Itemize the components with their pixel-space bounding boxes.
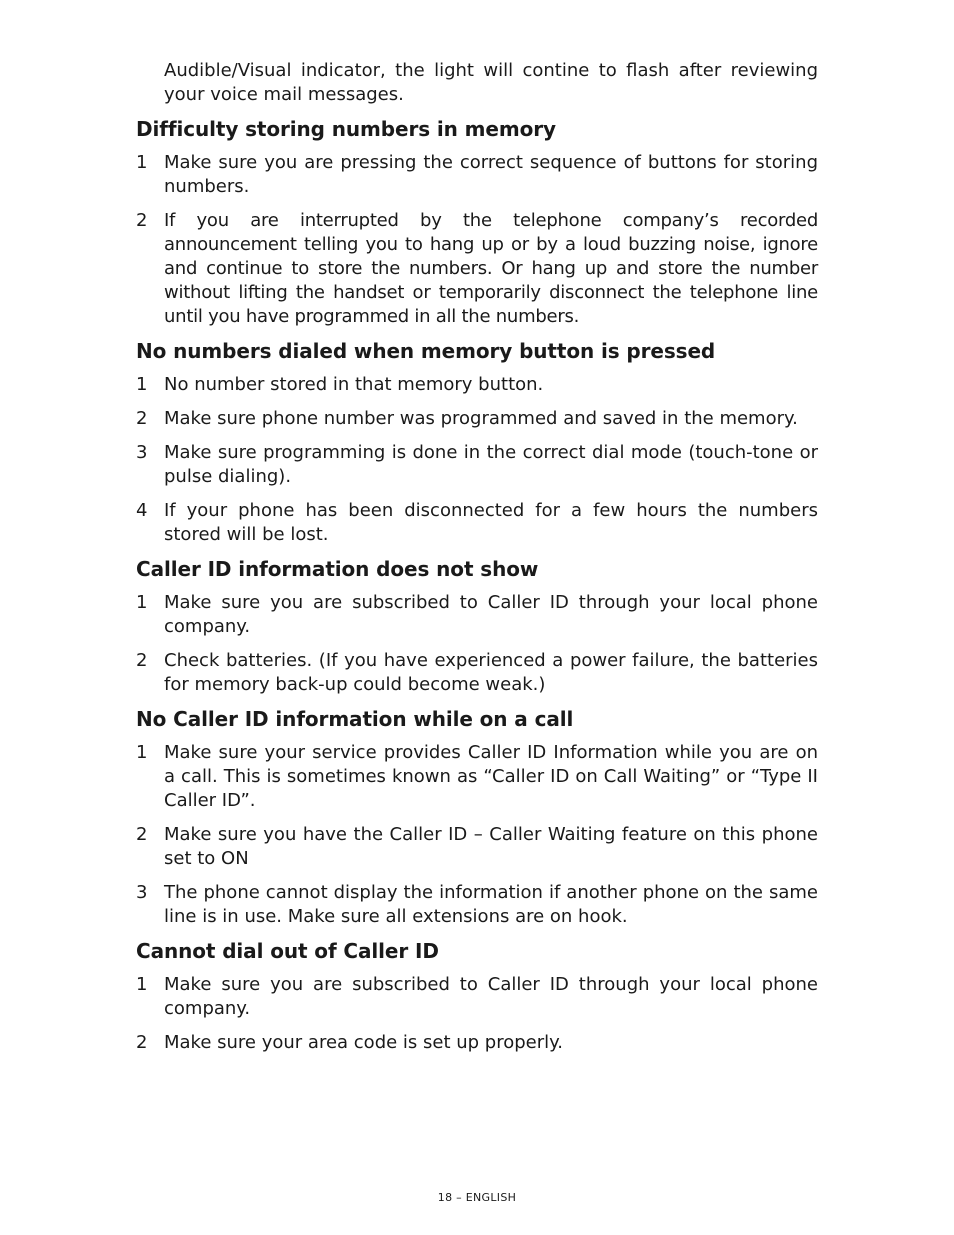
item-text: Make sure phone number was programmed and saved in the memory. [164, 408, 798, 429]
item-number: 2 [136, 210, 148, 231]
list-item [136, 973, 818, 1021]
item-text: Make sure you are subscribed to Caller ID through your local phone company. [164, 592, 818, 637]
item-text: Make sure you are subscribed to Caller ID through your local phone company. [164, 974, 818, 1019]
section-heading: Difficulty storing numbers in memory [136, 117, 556, 141]
section-no-numbers-dialed [136, 339, 818, 547]
section-heading: No numbers dialed when memory button is pressed [136, 339, 716, 363]
item-number: 1 [136, 742, 148, 763]
item-text: If your phone has been disconnected for a few hours the numbers stored will be lost. [164, 500, 818, 545]
item-number: 1 [136, 374, 148, 395]
list-item [136, 1031, 818, 1055]
item-number: 4 [136, 500, 148, 521]
list-item [136, 151, 818, 199]
item-number: 1 [136, 152, 148, 173]
item-text: If you are interrupted by the telephone company’s recorded announcement telling you to hang up or by a loud buzzing noise, ignore and continue to store the numbers. Or hang up and store the number without lifting the handset or temporarily disconnect the telephone line until you have programmed in all the numbers. [164, 210, 818, 327]
item-text: Make sure your service provides Caller ID Information while you are on a call. This is sometimes known as “Caller ID on Call Waiting” or “Type II Caller ID”. [164, 742, 818, 811]
list-item [136, 649, 818, 697]
item-number: 2 [136, 650, 148, 671]
list-item [136, 823, 818, 871]
list-item [136, 591, 818, 639]
item-text: No number stored in that memory button. [164, 374, 544, 395]
section-caller-id-on-call [136, 707, 818, 929]
list-item [136, 209, 818, 329]
item-text: Make sure your area code is set up properly. [164, 1032, 563, 1053]
item-number: 1 [136, 592, 148, 613]
item-number: 3 [136, 882, 148, 903]
page-footer: 18 – ENGLISH [437, 1191, 517, 1204]
item-number: 3 [136, 442, 148, 463]
continued-paragraph: Audible/Visual indicator, the light will contine to flash after reviewing your voice mail messages. [164, 60, 818, 105]
section-heading: Cannot dial out of Caller ID [136, 939, 439, 963]
list-item [136, 407, 818, 431]
item-text: Make sure you have the Caller ID – Caller Waiting feature on this phone set to ON [164, 824, 818, 869]
page-content [136, 59, 818, 1065]
section-heading: Caller ID information does not show [136, 557, 539, 581]
item-number: 2 [136, 408, 148, 429]
section-cannot-dial-out [136, 939, 818, 1055]
item-text: Check batteries. (If you have experienced a power failure, the batteries for memory back-up could become weak.) [164, 650, 818, 695]
item-number: 2 [136, 1032, 148, 1053]
item-number: 2 [136, 824, 148, 845]
section-heading: No Caller ID information while on a call [136, 707, 574, 731]
item-text: The phone cannot display the information if another phone on the same line is in use. Make sure all extensions are on hook. [164, 882, 818, 927]
list-item [136, 441, 818, 489]
list-item [136, 373, 818, 397]
list-item [136, 881, 818, 929]
list-item [136, 741, 818, 813]
section-caller-id-not-shown [136, 557, 818, 697]
section-storing-numbers [136, 117, 818, 329]
item-text: Make sure you are pressing the correct sequence of buttons for storing numbers. [164, 152, 818, 197]
item-text: Make sure programming is done in the correct dial mode (touch-tone or pulse dialing). [164, 442, 818, 487]
item-number: 1 [136, 974, 148, 995]
list-item [136, 499, 818, 547]
